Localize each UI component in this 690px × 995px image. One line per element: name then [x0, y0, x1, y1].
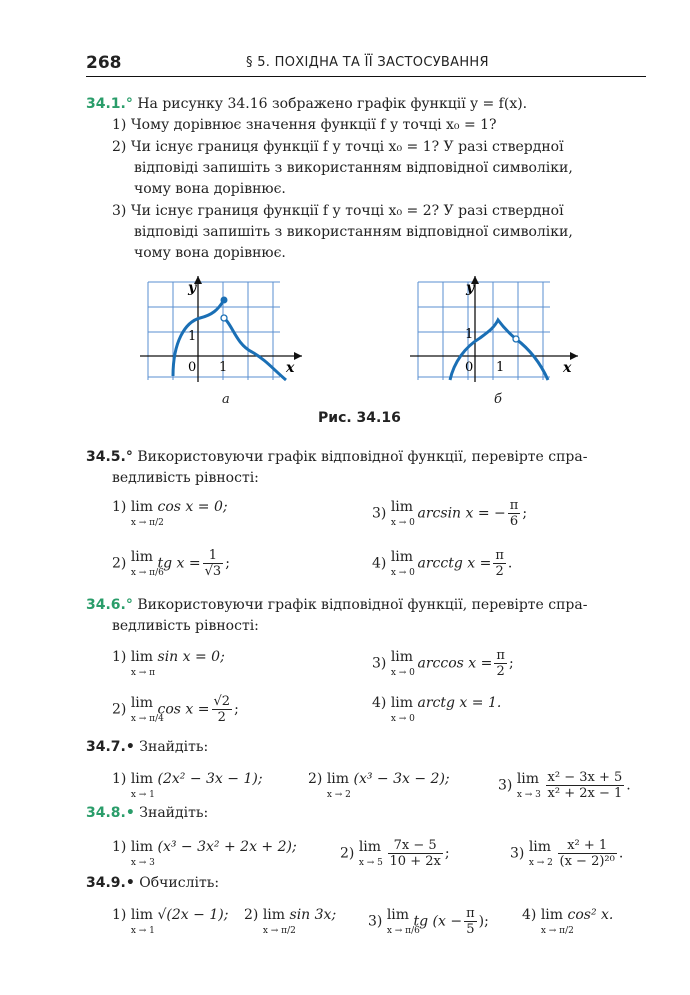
expression: cos x = 0;	[157, 499, 228, 515]
item-34-8-3: 3) lim x → 2 $\frac{\text{x² + 1}}{\text{(x − 2)²⁰}}$ .	[510, 838, 624, 869]
problem-34-6	[86, 595, 587, 616]
item-34-7-3: 3) lim x → 3 $\frac{\text{x² − 3x + 5}}{\text{x² + 2x − 1}}$ .	[498, 770, 631, 801]
item-34-6-3: 3) lim x → 0 arccos x = $\frac{\pi}{2}$ ;	[372, 648, 514, 679]
expression: arctg x = 1.	[417, 695, 502, 711]
fraction: $\frac{\pi}{5}$	[466, 906, 475, 937]
point-filled-a	[221, 297, 228, 304]
question-2-line-2: відповіді запишіть з використанням відповідної символіки,	[134, 160, 573, 176]
fraction: $\frac{\pi}{2}$	[495, 548, 504, 579]
question-3-line-1: 3) Чи існує границя функції f у точці x₀ = 2? У разі ствердної	[112, 203, 564, 219]
question-1: 1) Чому дорівнює значення функції f у точці x₀ = 1?	[112, 117, 497, 133]
item-34-7-1	[112, 770, 263, 800]
point-open-a	[221, 315, 227, 321]
item-number: 3)	[368, 913, 383, 930]
limit: lim x → 0	[390, 695, 415, 724]
problem-number: 34.1.°	[86, 96, 133, 112]
x-tick-1-b: 1	[496, 360, 505, 375]
item-number: 2)	[112, 555, 127, 572]
limit: lim x → 3	[516, 771, 541, 800]
item-number: 2)	[244, 907, 259, 923]
limit: lim x → 1	[130, 771, 155, 800]
expression: arccos x =	[417, 655, 493, 672]
graph-a	[140, 272, 310, 382]
problem-number: 34.6.°	[86, 597, 133, 613]
fraction: $\frac{\text{x² + 1}}{\text{(x − 2)²⁰}}$	[559, 838, 615, 869]
expression: arcctg x =	[417, 555, 492, 572]
item-34-9-4	[522, 906, 614, 936]
item-34-5-3: 3) lim x → 0 arcsin x = − $\frac{\pi}{6}$ ;	[372, 498, 528, 529]
problem-text: Знайдіть:	[139, 805, 209, 821]
y-label-b: y	[466, 280, 475, 296]
x-label-b: x	[563, 360, 572, 376]
problem-number: 34.5.°	[86, 449, 133, 465]
limit: lim x → 0	[390, 499, 415, 528]
item-34-8-1	[112, 838, 297, 868]
figure-label-b: б	[494, 392, 502, 407]
limit: lim x → 0	[390, 649, 415, 678]
item-number: 1)	[112, 771, 127, 787]
problem-34-5	[86, 447, 587, 468]
y-label-a: y	[188, 280, 197, 296]
grid-b	[418, 282, 550, 380]
y-tick-1-a: 1	[188, 329, 197, 344]
item-number: 4)	[372, 695, 387, 711]
running-title: § 5. ПОХІДНА ТА ЇЇ ЗАСТОСУВАННЯ	[246, 55, 489, 70]
item-number: 1)	[112, 839, 127, 855]
figure-label-a: а	[222, 392, 230, 407]
limit: lim x → π/2	[540, 907, 574, 936]
problem-number: 34.8.•	[86, 805, 135, 821]
expression: cos x =	[157, 701, 210, 718]
item-number: 3)	[372, 505, 387, 522]
expression: cos² x.	[567, 907, 614, 923]
fraction: $\frac{1}{√3}$	[204, 548, 222, 579]
problem-number: 34.9.•	[86, 875, 135, 891]
fraction: $\frac{\pi}{6}$	[509, 498, 519, 529]
limit: lim x → π	[130, 649, 156, 678]
item-number: 2)	[112, 701, 127, 718]
expression: (x³ − 3x − 2);	[353, 771, 450, 787]
fraction: $\frac{√2}{2}$	[213, 694, 231, 725]
limit: lim x → π/6	[386, 907, 420, 936]
problem-number: 34.7.•	[86, 739, 135, 755]
page-number: 268	[86, 53, 122, 73]
limit: lim x → 0	[390, 549, 415, 578]
item-number: 3)	[510, 845, 525, 862]
limit: lim x → 1	[130, 907, 155, 936]
y-tick-1-b: 1	[465, 327, 474, 342]
limit: lim x → π/2	[262, 907, 296, 936]
item-34-9-1	[112, 906, 229, 936]
item-34-5-1	[112, 498, 228, 528]
x-tick-1-a: 1	[219, 360, 228, 375]
item-number: 3)	[372, 655, 387, 672]
limit: lim x → π/2	[130, 499, 164, 528]
graph-b	[410, 272, 585, 382]
item-34-5-2: 2) lim x → π/6 tg x = $\frac{1}{√3}$ ;	[112, 548, 230, 579]
problem-text: Обчисліть:	[139, 875, 220, 891]
limit: lim x → 2	[326, 771, 351, 800]
figure-caption: Рис. 34.16	[318, 410, 401, 426]
item-number: 1)	[112, 907, 127, 923]
limit: lim x → π/6	[130, 549, 164, 578]
question-2-line-1: 2) Чи існує границя функції f у точці x₀ = 1? У разі ствердної	[112, 139, 564, 155]
problem-text-cont: ведливість рівності:	[112, 618, 259, 634]
limit: lim x → π/4	[130, 695, 164, 724]
grid-a	[148, 282, 280, 380]
expression: sin 3x;	[289, 907, 337, 923]
item-34-6-2: 2) lim x → π/4 cos x = $\frac{√2}{2}$ ;	[112, 694, 239, 725]
item-34-5-4: 4) lim x → 0 arcctg x = $\frac{\pi}{2}$ .	[372, 548, 513, 579]
problem-text: Використовуючи графік відповідної функції, перевірте спра-	[137, 449, 588, 465]
problem-text: Знайдіть:	[139, 739, 209, 755]
fraction: $\frac{\pi}{2}$	[496, 648, 505, 679]
question-3-line-3: чому вона дорівнює.	[134, 245, 286, 261]
question-3-line-2: відповіді запишіть з використанням відповідної символіки,	[134, 224, 573, 240]
item-number: 4)	[522, 907, 537, 923]
expression: (x³ − 3x² + 2x + 2);	[157, 839, 297, 855]
limit: lim x → 2	[528, 839, 553, 868]
expression: tg x =	[157, 555, 201, 572]
x-label-a: x	[286, 360, 295, 376]
origin-label-b: 0	[465, 360, 474, 375]
item-number: 1)	[112, 499, 127, 515]
problem-text: На рисунку 34.16 зображено графік функції y = f(x).	[137, 96, 528, 112]
item-34-8-2: 2) lim x → 5 $\frac{7x - 5}{10 + 2x}$ ;	[340, 838, 450, 869]
item-34-7-2	[308, 770, 450, 800]
page-header	[86, 52, 646, 77]
question-2-line-3: чому вона дорівнює.	[134, 181, 286, 197]
item-number: 1)	[112, 649, 127, 665]
problem-34-7	[86, 737, 208, 758]
expression: arcsin x = −	[417, 505, 506, 522]
item-number: 3)	[498, 777, 513, 794]
item-number: 2)	[308, 771, 323, 787]
expression: sin x = 0;	[157, 649, 225, 665]
fraction: $\frac{\text{x² − 3x + 5}}{\text{x² + 2x − 1}}$	[547, 770, 623, 801]
item-number: 2)	[340, 845, 355, 862]
problem-text: Використовуючи графік відповідної функції, перевірте спра-	[137, 597, 588, 613]
fraction: $\frac{7x - 5}{10 + 2x}$	[389, 838, 441, 869]
origin-label-a: 0	[188, 360, 197, 375]
limit: lim x → 5	[358, 839, 383, 868]
item-34-9-3: 3) lim x → π/6 tg (x − $\frac{\pi}{5}$ );	[368, 906, 489, 937]
item-34-6-4	[372, 694, 502, 724]
problem-34-1	[86, 94, 527, 115]
expression: √(2x − 1);	[157, 907, 229, 923]
item-34-6-1	[112, 648, 225, 678]
point-open-b	[513, 336, 519, 342]
curve-a-right	[224, 318, 286, 380]
expression: (2x² − 3x − 1);	[157, 771, 263, 787]
expression: tg (x −	[413, 913, 463, 930]
problem-34-8	[86, 803, 208, 824]
limit: lim x → 3	[130, 839, 155, 868]
item-number: 4)	[372, 555, 387, 572]
problem-34-9	[86, 873, 219, 894]
item-34-9-2	[244, 906, 337, 936]
problem-text-cont: ведливість рівності:	[112, 470, 259, 486]
